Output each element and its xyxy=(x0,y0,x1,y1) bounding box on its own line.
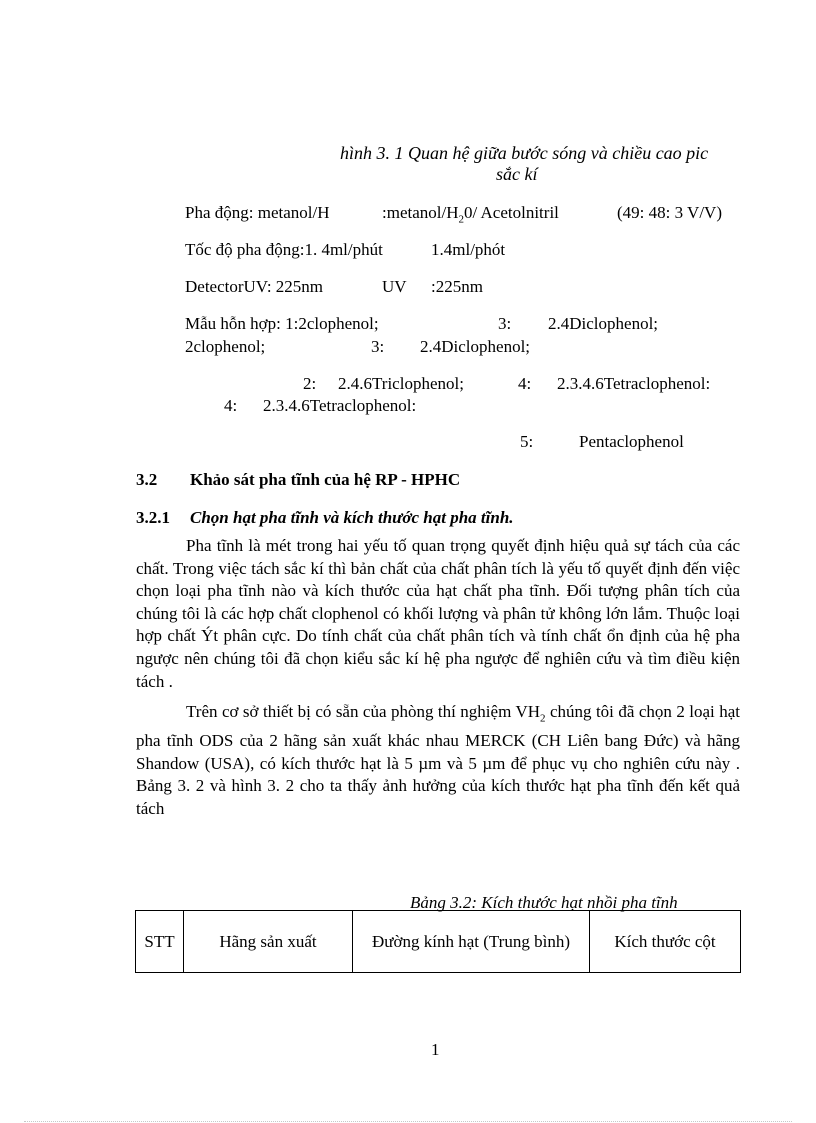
paragraph-2-text xyxy=(136,701,740,820)
header-stt: STT xyxy=(136,911,184,973)
page-bottom-border xyxy=(24,1121,792,1122)
mobile-phase-text2: 0/ Acetolnitril xyxy=(463,203,559,222)
mixture-row3-name: 2.4.6Triclophenol; xyxy=(338,374,464,393)
table-header-row xyxy=(136,911,741,973)
detector-value: :225nm xyxy=(431,277,483,296)
mixture-row2-label: 2clophenol; xyxy=(185,337,266,356)
mixture-row4-num: 4: xyxy=(224,396,238,415)
mixture-row3-name2: 2.3.4.6Tetraclophenol: xyxy=(557,374,711,393)
header-particle-diameter: Đường kính hạt (Trung bình) xyxy=(353,911,590,973)
figure-caption-line2: sắc kí xyxy=(496,164,538,184)
paragraph-2-part2: chúng tôi đã chọn 2 loại hạt pha tĩnh ODS của 2 hãng sản xuất khác nhau MERCK (CH Liên bang Đức) và hãng Shandow (USA), có kích thước hạt là 5 µm và 5 µm để phục vụ cho nghiên cứu này . Bảng 3. 2 và hình 3. 2 cho ta thấy ảnh hưởng của kích thước hạt pha tĩnh đến kết quả tách xyxy=(136,702,740,818)
flow-rate-label: Tốc độ pha động:1. 4ml/phút xyxy=(185,240,383,259)
stationary-phase-table xyxy=(135,910,741,973)
paragraph-2 xyxy=(136,701,740,820)
flow-rate-value: 1.4ml/phót xyxy=(431,240,506,259)
mobile-phase-line xyxy=(185,203,329,223)
mixture-row3-num: 2: xyxy=(303,374,317,393)
mobile-phase-label: Pha động: metanol/H xyxy=(185,203,330,222)
paragraph-2-part1: Trên cơ sở thiết bị có sẵn của phòng thí nghiệm VH xyxy=(186,702,540,721)
figure-caption-line1: hình 3. 1 Quan hệ giữa bước sóng và chiều cao pic xyxy=(340,143,709,163)
section-3-2-1-title: Chọn hạt pha tĩnh và kích thước hạt pha tĩnh. xyxy=(190,508,514,527)
detector-label: DetectorUV: 225nm xyxy=(185,277,324,296)
header-column-size: Kích thước cột xyxy=(590,911,741,973)
section-3-2-title: Khảo sát pha tĩnh của hệ RP - HPHC xyxy=(190,470,461,489)
paragraph-2-sub: 2 xyxy=(540,712,546,725)
mobile-phase-ratio: (49: 48: 3 V/V) xyxy=(617,203,722,222)
mobile-phase-text1: :metanol/H xyxy=(382,203,459,222)
page-number: 1 xyxy=(431,1040,440,1059)
section-3-2-1-number: 3.2.1 xyxy=(136,508,170,527)
mobile-phase-formula xyxy=(382,203,559,225)
mixture-row3-num2: 4: xyxy=(518,374,532,393)
mixture-row5-name: Pentaclophenol xyxy=(579,432,684,451)
paragraph-1-text: Pha tĩnh là mét trong hai yếu tố quan trọng quyết định hiệu quả sự tách của các chất. Trong việc tách sắc kí thì bản chất của chất phân tích là yếu tố quyết định đến việc chọn loại pha tĩnh nào và kích thước của hạt chất pha tĩnh. Đối tượng phân tích của chúng tôi là các hợp chất clophenol có khối lượng và phân tử không lớn lắm. Thuộc loại hợp chất Ýt phân cực. Do tính chất của chất phân tích và tính chất ổn định của hệ pha ngược nên chúng tôi đã chọn kiểu sắc kí hệ pha ngược để nghiên cứu và tìm điều kiện tách . xyxy=(136,536,740,691)
header-manufacturer: Hãng sản xuất xyxy=(184,911,353,973)
mixture-row2-num: 3: xyxy=(371,337,385,356)
mixture-row4-name: 2.3.4.6Tetraclophenol: xyxy=(263,396,417,415)
mixture-row1-num: 3: xyxy=(498,314,512,333)
paragraph-1 xyxy=(136,535,740,693)
mobile-phase-sub: 2 xyxy=(458,213,464,226)
mixture-row5-num: 5: xyxy=(520,432,534,451)
section-3-2-number: 3.2 xyxy=(136,470,158,489)
mixture-row1-label: Mẫu hỗn hợp: 1:2clophenol; xyxy=(185,314,379,333)
table-caption: Bảng 3.2: Kích thước hạt nhồi pha tĩnh xyxy=(410,893,678,912)
mixture-row2-name: 2.4Diclophenol; xyxy=(420,337,531,356)
mixture-row1-name: 2.4Diclophenol; xyxy=(548,314,659,333)
detector-uv: UV xyxy=(382,277,407,296)
